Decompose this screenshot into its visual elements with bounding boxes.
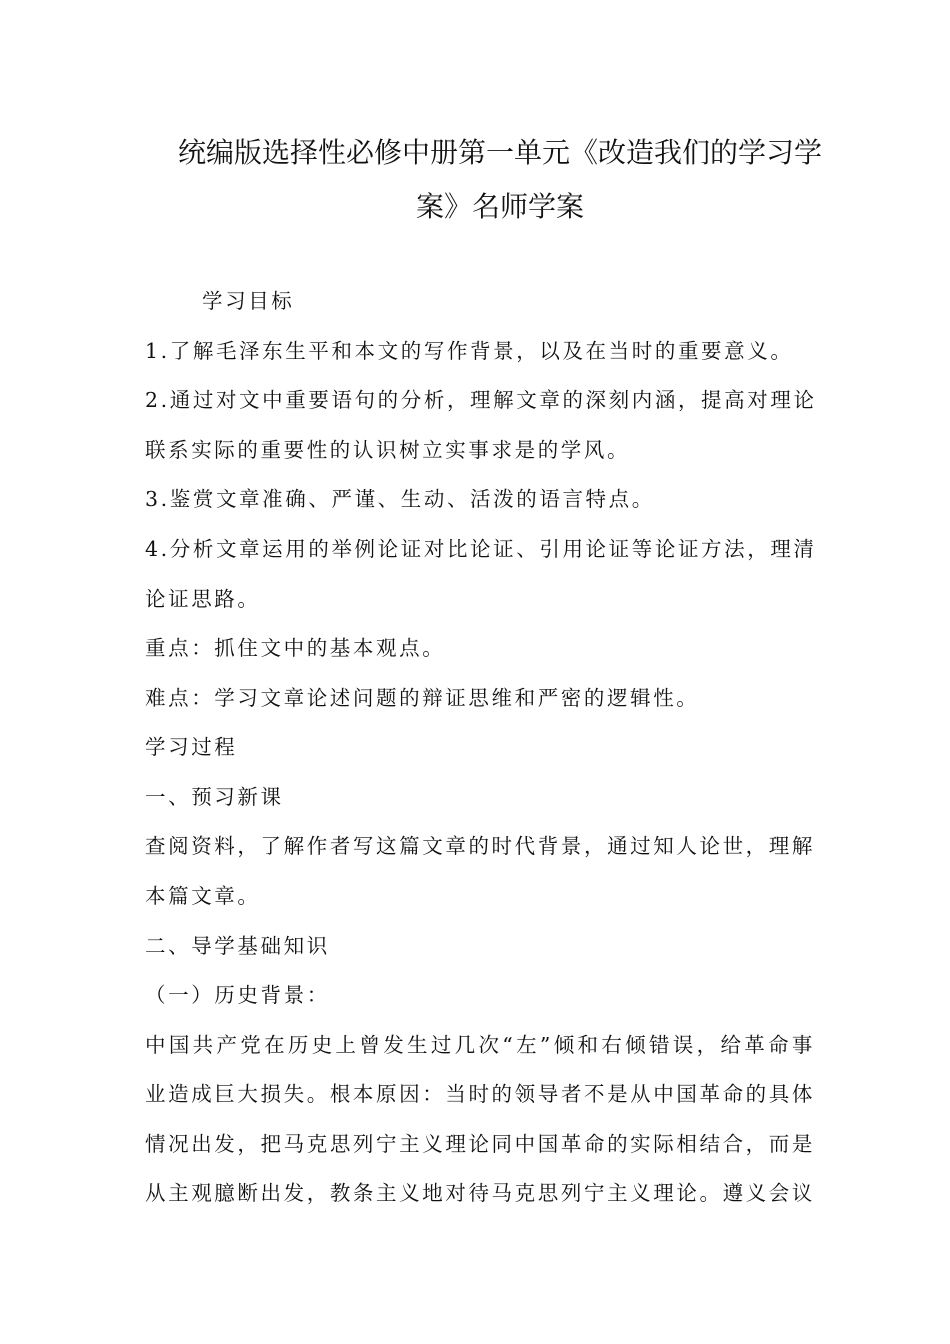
objective-2-line-2: 联系实际的重要性的认识树立实事求是的学风。 [145, 438, 631, 462]
background-line-1: 中国共产党在历史上曾发生过几次“左”倾和右倾错误，给革命事 [145, 1033, 815, 1057]
background-line-3: 情况出发，把马克思列宁主义理论同中国革命的实际相结合，而是 [145, 1132, 815, 1156]
section-1-line-1: 查阅资料，了解作者写这篇文章的时代背景，通过知人论世，理解 [145, 834, 815, 858]
objectives-heading: 学习目标 [202, 289, 295, 313]
section-1-heading: 一、预习新课 [145, 785, 284, 809]
objective-1: 1.了解毛泽东生平和本文的写作背景，以及在当时的重要意义。 [145, 339, 794, 363]
objective-4-line-2: 论证思路。 [145, 587, 261, 611]
document-title-line-1: 统编版选择性必修中册第一单元《改造我们的学习学 [177, 136, 822, 169]
background-line-2: 业造成巨大损失。根本原因：当时的领导者不是从中国革命的具体 [145, 1082, 815, 1106]
objective-2-line-1: 2.通过对文中重要语句的分析，理解文章的深刻内涵，提高对理论 [145, 388, 817, 412]
background-line-4: 从主观臆断出发，教条主义地对待马克思列宁主义理论。遵义会议 [145, 1181, 815, 1205]
key-point: 重点：抓住文中的基本观点。 [145, 636, 446, 660]
subsection-1-heading: （一）历史背景： [145, 983, 330, 1007]
objective-4-line-1: 4.分析文章运用的举例论证对比论证、引用论证等论证方法，理清 [145, 537, 817, 561]
difficulty: 难点：学习文章论述问题的辩证思维和严密的逻辑性。 [145, 686, 700, 710]
objective-3: 3.鉴赏文章准确、严谨、生动、活泼的语言特点。 [145, 487, 655, 511]
section-1-line-2: 本篇文章。 [145, 884, 261, 908]
section-2-heading: 二、导学基础知识 [145, 934, 330, 958]
document-title-line-2: 案》名师学案 [415, 190, 584, 223]
process-heading: 学习过程 [145, 735, 238, 759]
